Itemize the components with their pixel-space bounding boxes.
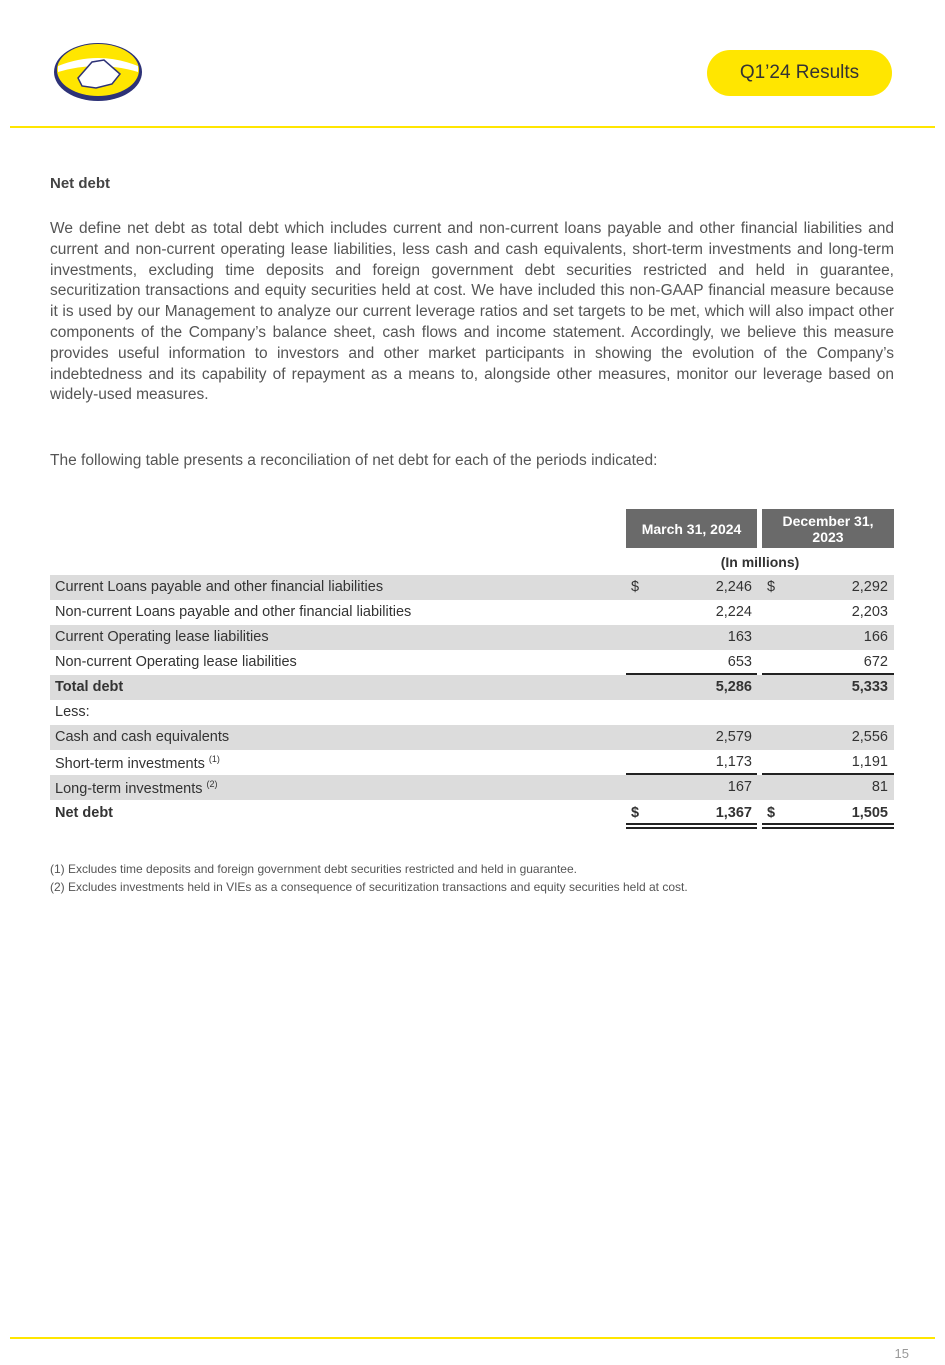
footnote-ref: (2): [206, 779, 218, 789]
row-label-text: Short-term investments: [55, 755, 205, 772]
header-divider: [10, 126, 935, 128]
column-header-march-2024: March 31, 2024: [626, 509, 757, 548]
value-march-2024: 167: [727, 779, 752, 795]
row-label-text: Total debt: [55, 679, 124, 695]
currency-symbol: $: [767, 805, 776, 821]
value-march-2024: 1,173: [715, 754, 752, 770]
footnote-ref: (1): [208, 754, 220, 764]
value-december-2023: 1,191: [851, 754, 888, 770]
row-label: [55, 604, 411, 620]
report-badge: Q1’24 Results: [707, 50, 892, 96]
subtotal-line: [626, 773, 757, 775]
value-march-2024: 1,367: [715, 805, 752, 821]
column-header-december-2023: December 31, 2023: [762, 509, 894, 548]
value-december-2023: 1,505: [851, 805, 888, 821]
row-label: [55, 754, 220, 772]
row-label: [55, 729, 229, 745]
intro-paragraph: The following table presents a reconciliation of net debt for each of the periods indicated:: [50, 452, 658, 469]
page-number: 15: [894, 1346, 909, 1361]
section-title: Net debt: [50, 175, 110, 192]
definition-paragraph: We define net debt as total debt which includes current and non-current loans payable and other financial liabilities and current and non-current operating lease liabilities, less cash and cash equivalents, short-term investments and long-term investments, excluding time deposits and foreign government debt securities restricted and held in guarantee, securitization transactions and equity securities held at cost. We have included this non-GAAP financial measure because it is used by our Management to analyze our current leverage ratios and set targets to be met, which will also impact other components of the Company’s balance sheet, cash flows and income statement. Accordingly, we believe this measure provides useful information to investors and other market participants in showing the evolution of the Company’s indebtedness and its capability of repayment as a means to, alongside other measures, monitor our leverage based on widely-used measures.: [50, 220, 894, 404]
total-double-line: [762, 823, 894, 825]
row-label-text: Less:: [55, 704, 90, 720]
value-march-2024: 653: [727, 654, 752, 670]
value-march-2024: 163: [727, 629, 752, 645]
table-row: [50, 650, 894, 675]
currency-symbol: $: [631, 805, 640, 821]
footnote-1: (1) Excludes time deposits and foreign government debt securities restricted and held in guarantee.: [50, 862, 577, 876]
currency-symbol: $: [767, 579, 776, 595]
value-december-2023: 672: [863, 654, 888, 670]
footnote-2: (2) Excludes investments held in VIEs as a consequence of securitization transactions and equity securities held at cost.: [50, 880, 688, 894]
table-row: [50, 750, 894, 775]
row-label: [55, 579, 383, 595]
table-row: [50, 625, 894, 650]
currency-symbol: $: [631, 579, 640, 595]
value-march-2024: 2,579: [715, 729, 752, 745]
value-march-2024: 5,286: [715, 679, 752, 695]
mercadolibre-logo: [52, 40, 144, 102]
value-december-2023: 2,556: [851, 729, 888, 745]
value-december-2023: 2,203: [851, 604, 888, 620]
row-label-text: Non-current Loans payable and other financial liabilities: [55, 604, 412, 620]
table-row: [50, 775, 894, 800]
value-march-2024: 2,246: [715, 579, 752, 595]
row-label: [55, 629, 269, 645]
row-label: [55, 805, 113, 821]
value-december-2023: 5,333: [851, 679, 888, 695]
footer-divider: [10, 1337, 935, 1339]
units-label: (In millions): [720, 554, 800, 570]
row-label-text: Current Operating lease liabilities: [55, 629, 269, 645]
row-label: [55, 654, 297, 670]
table-row: [50, 700, 894, 725]
row-label-text: Non-current Operating lease liabilities: [55, 654, 297, 670]
subtotal-line: [762, 673, 894, 675]
table-row: [50, 725, 894, 750]
row-label: [55, 704, 90, 720]
subtotal-line: [762, 773, 894, 775]
row-label: [55, 779, 218, 797]
table-row: [50, 575, 894, 600]
row-label-text: Cash and cash equivalents: [55, 729, 230, 745]
value-march-2024: 2,224: [715, 604, 752, 620]
row-label-text: Net debt: [55, 805, 113, 821]
value-december-2023: 166: [863, 629, 888, 645]
row-label-text: Long-term investments: [55, 780, 203, 797]
row-label: [55, 679, 123, 695]
subtotal-line: [626, 673, 757, 675]
value-december-2023: 81: [871, 779, 888, 795]
total-double-line: [626, 823, 757, 825]
value-december-2023: 2,292: [851, 579, 888, 595]
table-row: [50, 675, 894, 700]
row-label-text: Current Loans payable and other financial liabilities: [55, 579, 384, 595]
table-row: [50, 600, 894, 625]
